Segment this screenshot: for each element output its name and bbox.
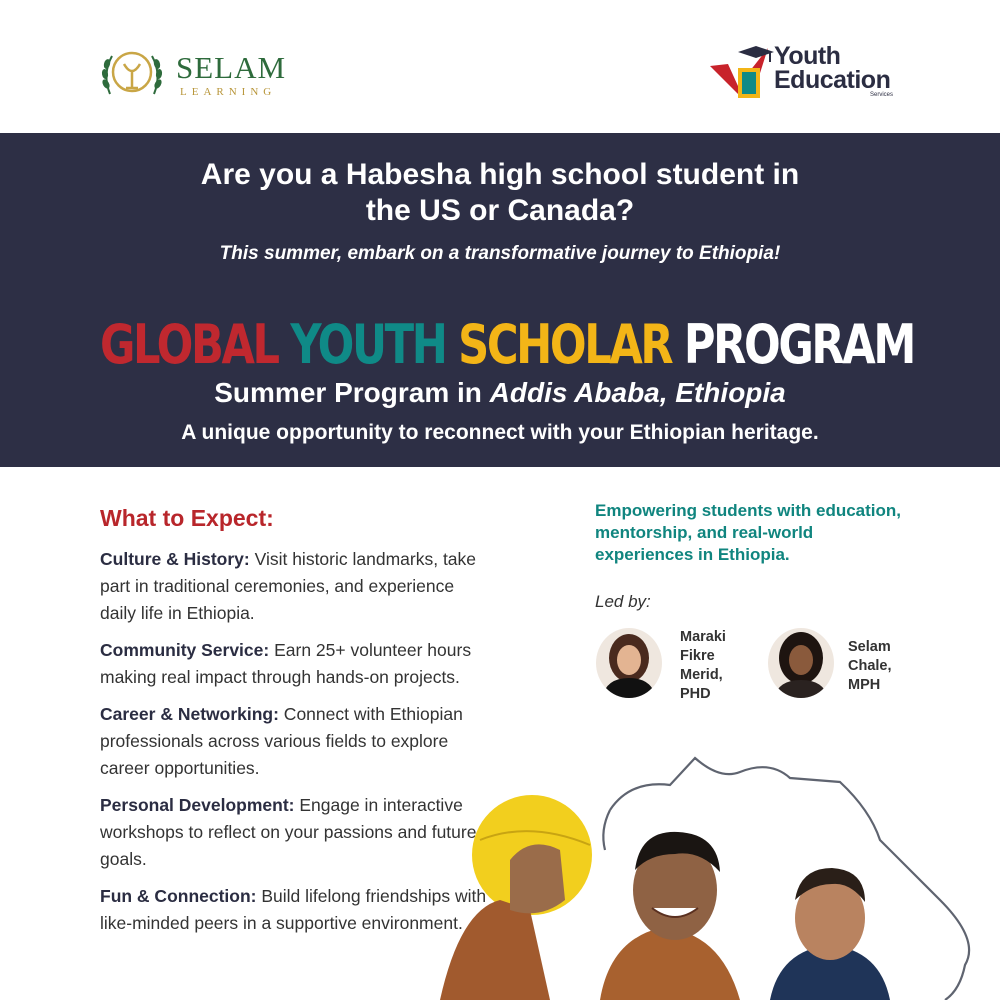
title-global: GLOBAL bbox=[100, 313, 278, 376]
expect-item-culture bbox=[100, 546, 490, 627]
mission-tagline: Empowering students with education, mentorship, and real-world experiences in Ethiopia. bbox=[595, 501, 902, 564]
youth-education-services-logo bbox=[708, 42, 908, 102]
expect-item-text: Engage in interactive workshops to reflect on your passions and future goals. bbox=[100, 795, 477, 869]
program-subtitle bbox=[0, 377, 1000, 409]
expect-item-label: Community Service: bbox=[100, 640, 270, 660]
headline-line2: the US or Canada? bbox=[365, 194, 635, 227]
leader-name-line: Selam bbox=[848, 639, 891, 655]
subtitle-prefix: Summer Program in bbox=[214, 377, 490, 408]
selam-logo-sub: LEARNING bbox=[180, 86, 277, 98]
leader-name-line: Fikre bbox=[680, 648, 715, 664]
expect-item-personal bbox=[100, 792, 490, 873]
led-by-label: Led by: bbox=[595, 592, 651, 611]
expect-heading: What to Expect: bbox=[100, 505, 274, 531]
leader-name-line: Merid, bbox=[680, 667, 723, 683]
leader-name-line: Chale, bbox=[848, 658, 892, 674]
headline-question bbox=[0, 157, 1000, 229]
yes-logo-text bbox=[774, 44, 890, 92]
expect-item-label: Personal Development: bbox=[100, 795, 295, 815]
expect-item-text: Connect with Ethiopian professionals across various fields to explore career opportunities. bbox=[100, 704, 463, 778]
title-scholar: SCHOLAR bbox=[458, 313, 672, 376]
headline-line1: Are you a Habesha high school student in bbox=[200, 158, 800, 191]
subtitle-location: Addis Ababa, Ethiopia bbox=[489, 377, 786, 408]
title-program: PROGRAM bbox=[683, 313, 914, 376]
expect-item-text: Build lifelong friendships with like-minded peers in a supportive environment. bbox=[100, 886, 487, 933]
expect-item-label: Fun & Connection: bbox=[100, 886, 257, 906]
portrait-icon bbox=[768, 628, 834, 698]
avatar bbox=[768, 628, 834, 698]
selam-learning-logo bbox=[100, 44, 287, 104]
title-youth: YOUTH bbox=[290, 313, 446, 376]
leader-credential: MPH bbox=[848, 677, 881, 693]
leader-name bbox=[680, 628, 760, 704]
what-to-expect-section bbox=[100, 505, 490, 947]
expect-item-label: Culture & History: bbox=[100, 549, 250, 569]
laurel-emblem-icon bbox=[100, 44, 164, 104]
leader-name bbox=[848, 638, 928, 695]
expect-item-text: Visit historic landmarks, take part in traditional ceremonies, and experience daily life in Ethiopia. bbox=[100, 549, 477, 623]
hero-banner bbox=[0, 133, 1000, 467]
yes-logo-line2: Education bbox=[774, 66, 891, 94]
expect-item-label: Career & Networking: bbox=[100, 704, 279, 724]
yes-logo-line3: Services bbox=[870, 92, 894, 98]
headline-tagline: This summer, embark on a transformative journey to Ethiopia! bbox=[219, 243, 781, 264]
yes-logo-line1: Youth bbox=[774, 42, 841, 70]
expect-item-career bbox=[100, 701, 490, 782]
avatar bbox=[596, 628, 662, 698]
program-title bbox=[100, 313, 914, 376]
expect-item-fun bbox=[100, 883, 490, 937]
leader-credential: PHD bbox=[680, 686, 711, 702]
selam-logo-word: SELAM bbox=[176, 50, 287, 85]
expect-item-community bbox=[100, 637, 490, 691]
students-illustration bbox=[440, 750, 1000, 1000]
header bbox=[0, 0, 1000, 133]
program-subtitle2: A unique opportunity to reconnect with your Ethiopian heritage. bbox=[181, 421, 819, 444]
graduation-check-icon bbox=[708, 42, 780, 102]
portrait-icon bbox=[596, 628, 662, 698]
expect-item-text: Earn 25+ volunteer hours making real impact through hands-on projects. bbox=[100, 640, 472, 687]
leader-name-line: Maraki bbox=[680, 629, 726, 645]
